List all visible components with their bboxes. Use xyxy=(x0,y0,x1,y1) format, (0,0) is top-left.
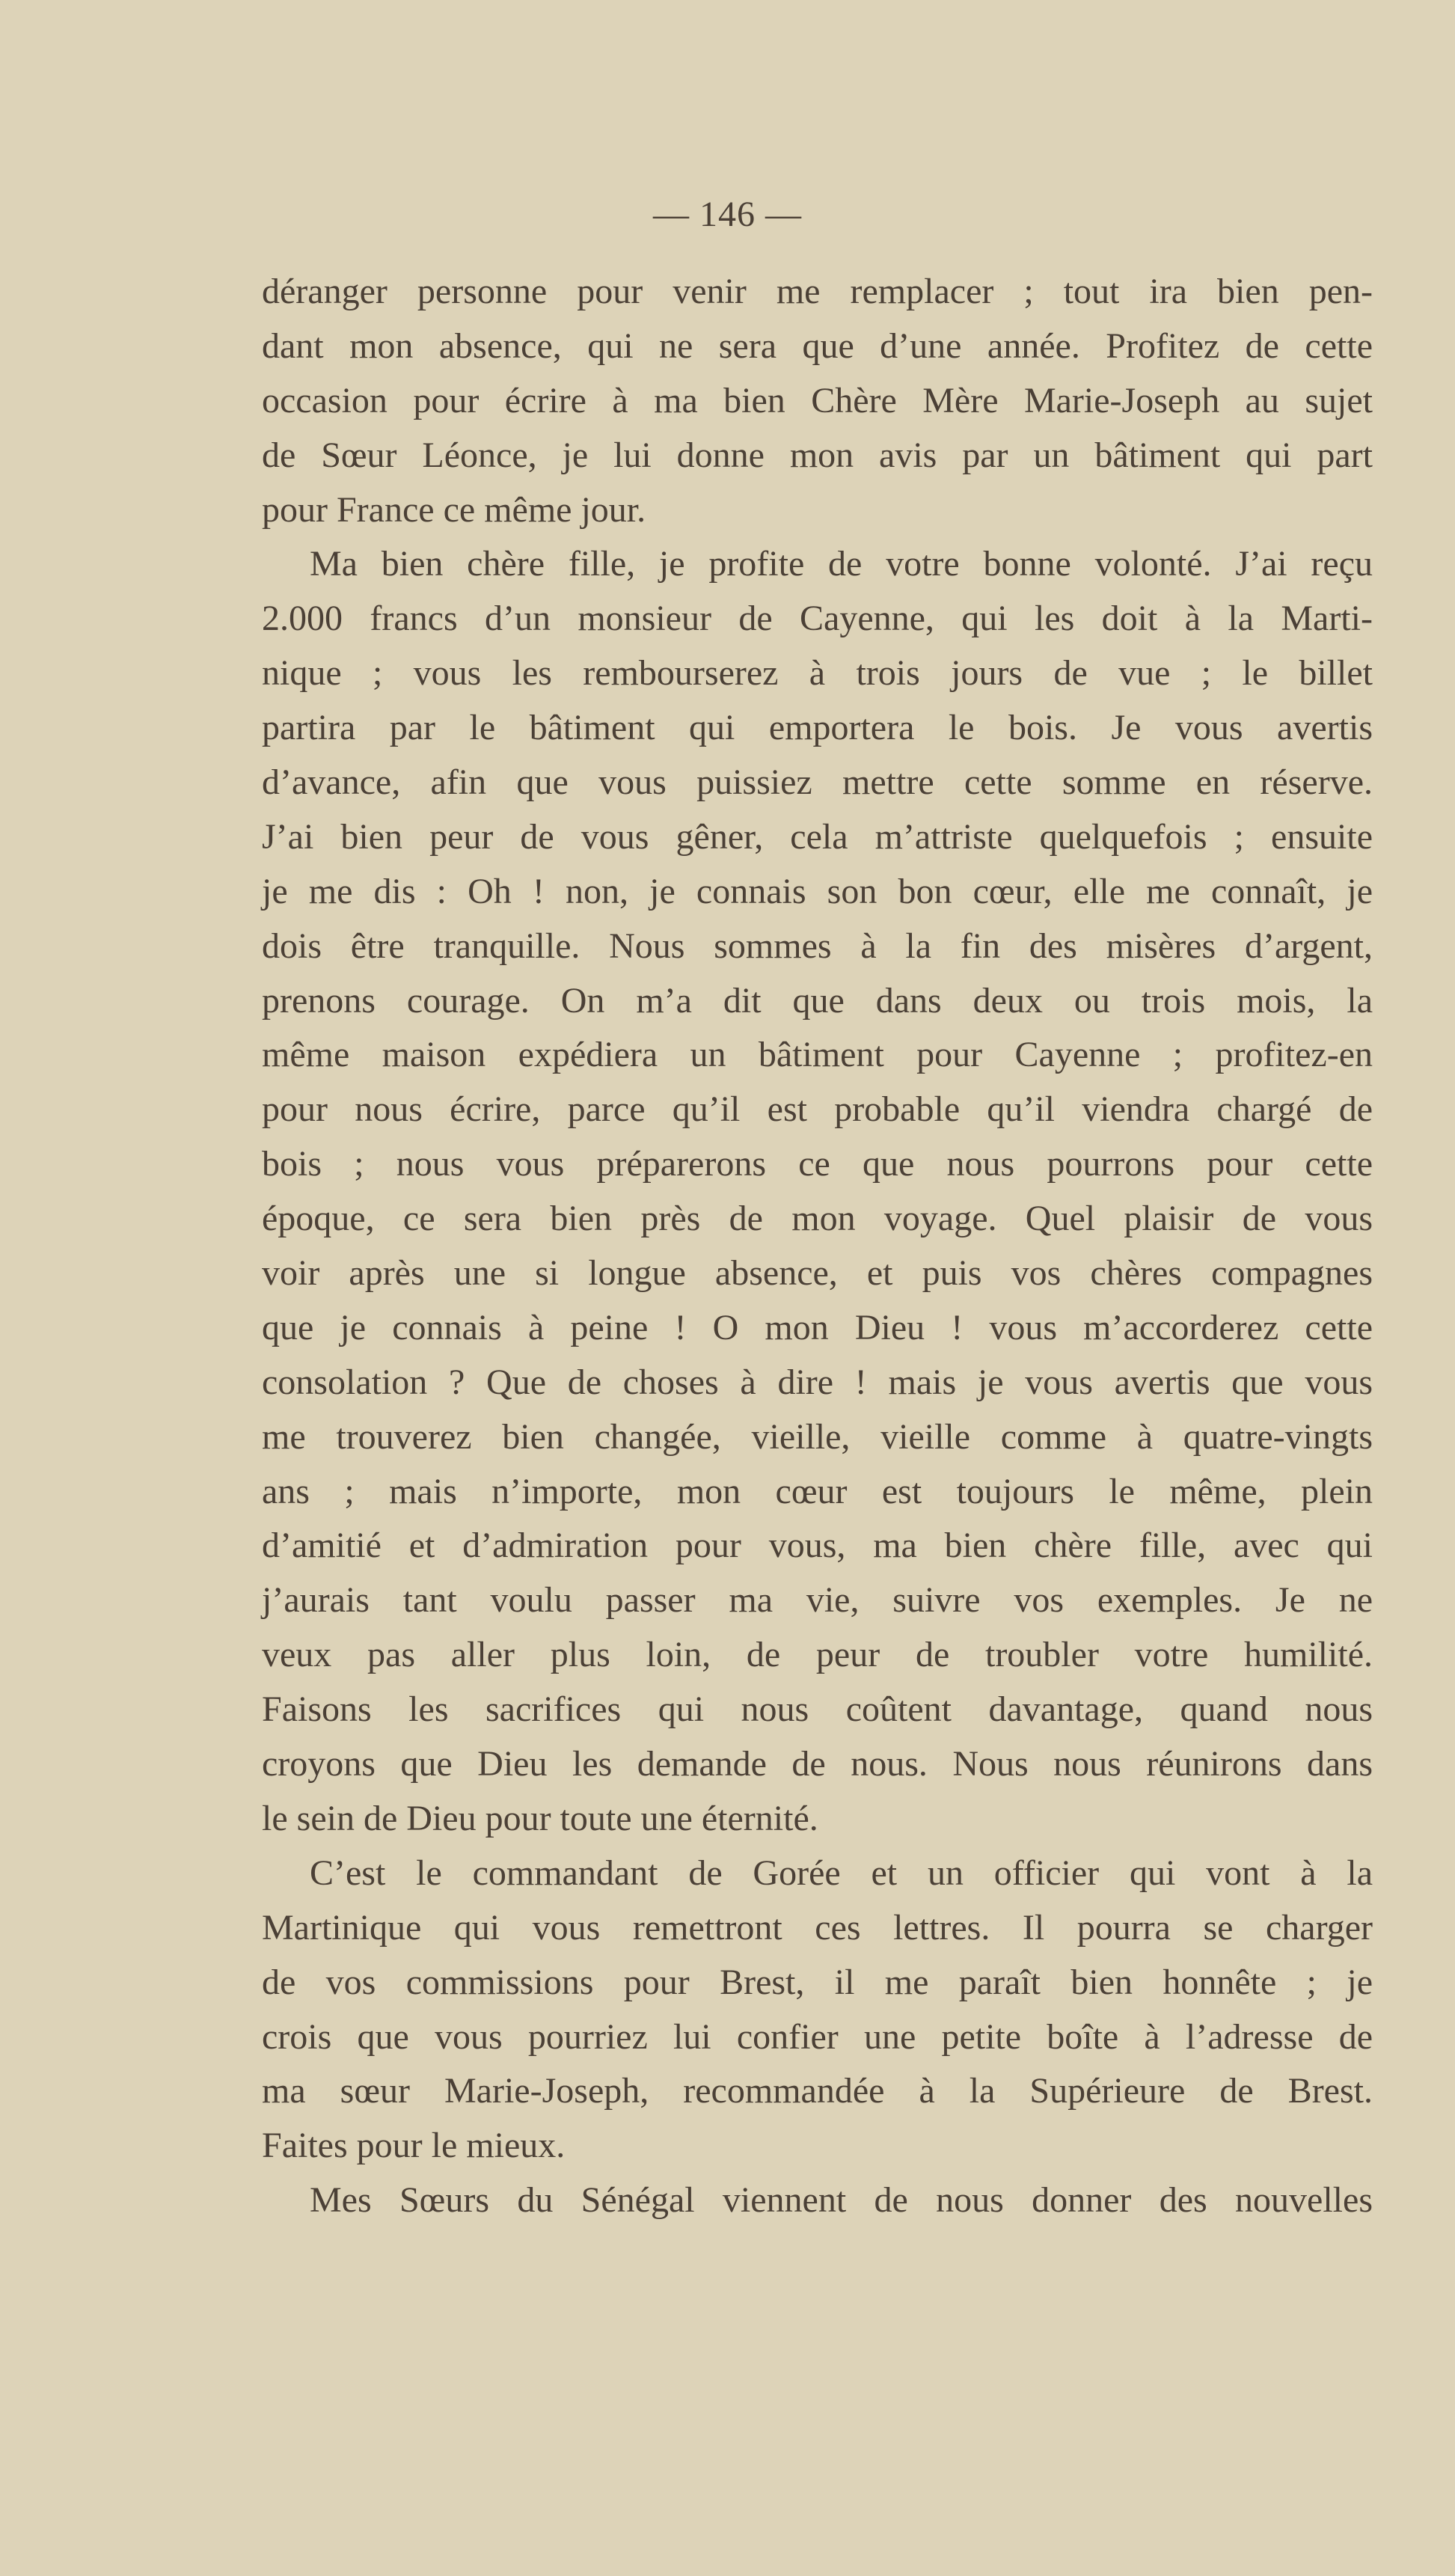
text-line: d’amitié et d’admiration pour vous, ma bien chère fille, avec qui xyxy=(262,1526,1373,1566)
text-line: ans ; mais n’importe, mon cœur est toujours le même, plein xyxy=(262,1471,1373,1511)
paragraph xyxy=(262,265,1373,537)
text-line: dois être tranquille. Nous sommes à la fin des misères d’argent, xyxy=(262,926,1373,966)
text-line: dant mon absence, qui ne sera que d’une année. Profitez de cette xyxy=(262,325,1373,366)
page-number: — 146 — xyxy=(653,195,802,234)
text-line: d’avance, afin que vous puissiez mettre cette somme en réserve. xyxy=(262,762,1373,803)
text-line: de Sœur Léonce, je lui donne mon avis par un bâtiment qui part xyxy=(262,435,1373,475)
paragraph xyxy=(262,1847,1373,2173)
body-text xyxy=(262,265,1373,2228)
text-line: pour France ce même jour. xyxy=(262,489,646,530)
text-line: crois que vous pourriez lui confier une petite boîte à l’adresse de xyxy=(262,2016,1373,2057)
text-line: même maison expédiera un bâtiment pour Cayenne ; profitez-en xyxy=(262,1035,1373,1075)
paragraph xyxy=(262,537,1373,1846)
text-line: que je connais à peine ! O mon Dieu ! vous m’accorderez cette xyxy=(262,1307,1373,1347)
text-line: croyons que Dieu les demande de nous. Nous nous réunirons dans xyxy=(262,1744,1373,1784)
text-line: époque, ce sera bien près de mon voyage. Quel plaisir de vous xyxy=(262,1199,1373,1239)
text-line: ma sœur Marie-Joseph, recommandée à la Supérieure de Brest. xyxy=(262,2071,1373,2111)
text-line: Mes Sœurs du Sénégal viennent de nous donner des nouvelles xyxy=(310,2180,1373,2221)
text-line: voir après une si longue absence, et puis vos chères compagnes xyxy=(262,1253,1373,1294)
text-line: me trouverez bien changée, vieille, vieille comme à quatre-vingts xyxy=(262,1416,1373,1457)
text-line: prenons courage. On m’a dit que dans deux ou trois mois, la xyxy=(262,980,1373,1021)
text-line: Martinique qui vous remettront ces lettres. Il pourra se charger xyxy=(262,1907,1373,1948)
text-line: Ma bien chère fille, je profite de votre bonne volonté. J’ai reçu xyxy=(310,544,1373,584)
text-line: C’est le commandant de Gorée et un officier qui vont à la xyxy=(310,1853,1373,1893)
text-line: consolation ? Que de choses à dire ! mais je vous avertis que vous xyxy=(262,1362,1373,1402)
text-line: pour nous écrire, parce qu’il est probable qu’il viendra chargé de xyxy=(262,1089,1373,1130)
paragraph xyxy=(262,2173,1373,2228)
text-line: déranger personne pour venir me remplacer ; tout ira bien pen- xyxy=(262,272,1373,311)
text-line: Faisons les sacrifices qui nous coûtent davantage, quand nous xyxy=(262,1689,1373,1730)
text-line: partira par le bâtiment qui emportera le bois. Je vous avertis xyxy=(262,708,1373,748)
text-line: je me dis : Oh ! non, je connais son bon cœur, elle me connaît, je xyxy=(262,871,1373,911)
text-line: de vos commissions pour Brest, il me paraît bien honnête ; je xyxy=(262,1962,1373,2002)
text-line: J’ai bien peur de vous gêner, cela m’attriste quelquefois ; ensuite xyxy=(262,816,1373,857)
text-line: 2.000 francs d’un monsieur de Cayenne, qui les doit à la Marti- xyxy=(262,599,1373,639)
text-line: j’aurais tant voulu passer ma vie, suivre vos exemples. Je ne xyxy=(262,1580,1373,1621)
text-line: occasion pour écrire à ma bien Chère Mère Marie-Joseph au sujet xyxy=(262,380,1373,420)
text-line: bois ; nous vous préparerons ce que nous pourrons pour cette xyxy=(262,1144,1373,1184)
text-line: nique ; vous les rembourserez à trois jours de vue ; le billet xyxy=(262,653,1373,694)
text-line: Faites pour le mieux. xyxy=(262,2126,566,2166)
text-line: veux pas aller plus loin, de peur de troubler votre humilité. xyxy=(262,1635,1373,1675)
text-line: le sein de Dieu pour toute une éternité. xyxy=(262,1798,818,1838)
